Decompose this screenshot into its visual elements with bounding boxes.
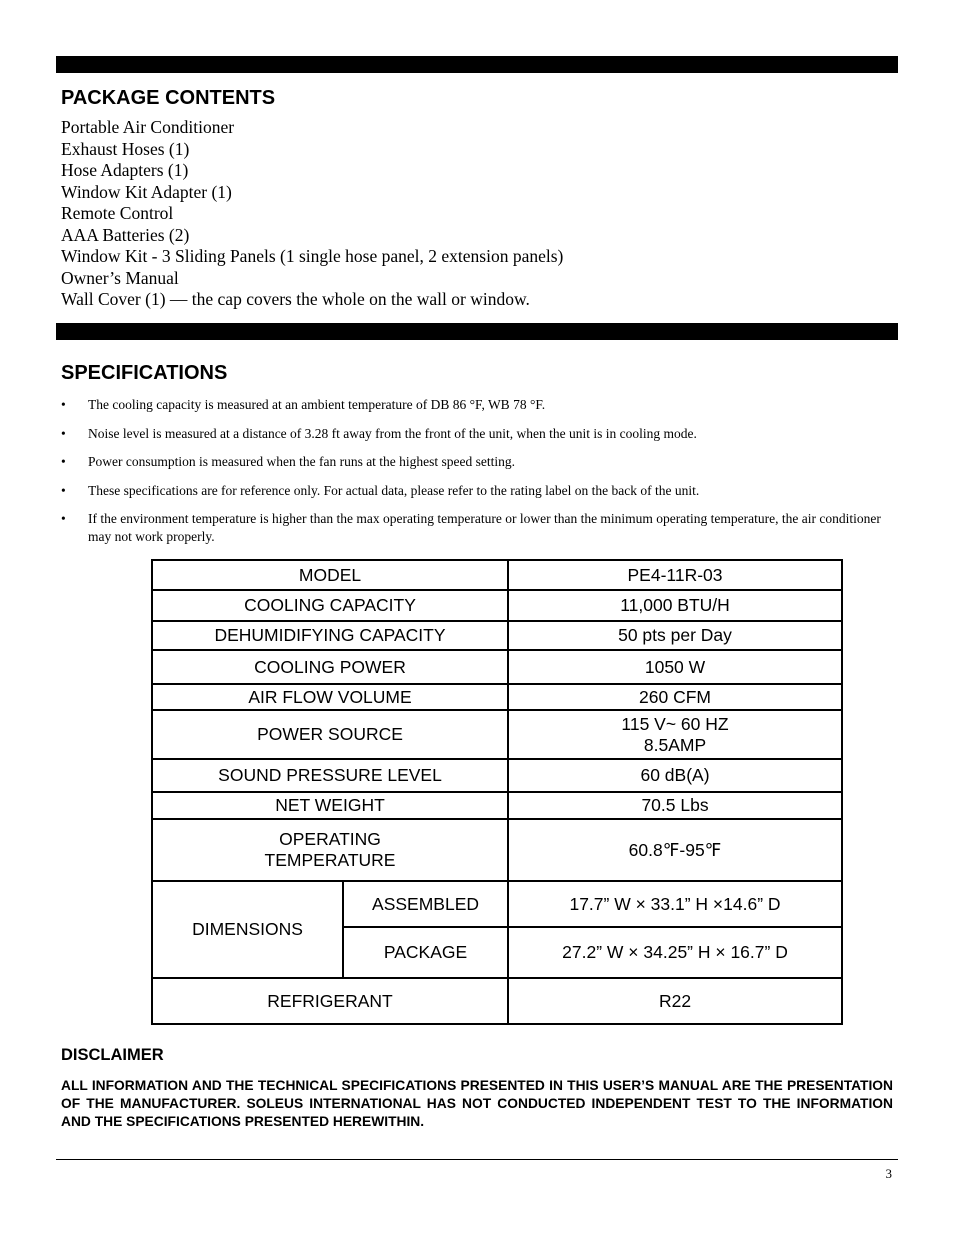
spec-value: R22 bbox=[508, 978, 842, 1024]
disclaimer-text: ALL INFORMATION AND THE TECHNICAL SPECIFICATIONS PRESENTED IN THIS USER’S MANUAL ARE THE PRESENTATION OF THE MANUFACTURER. SOLEUS INTERNATIONAL HAS NOT CONDUCTED INDEPENDENT TEST TO THE INFORMATION AND THE SPECIFICATIONS PRESENTED HEREWITHIN. bbox=[61, 1078, 893, 1129]
list-item: Hose Adapters (1) bbox=[61, 160, 189, 180]
spec-sublabel: PACKAGE bbox=[343, 927, 508, 978]
spec-value: 27.2” W × 34.25” H × 16.7” D bbox=[508, 927, 842, 978]
spec-value: 17.7” W × 33.1” H ×14.6” D bbox=[508, 881, 842, 927]
bullet-icon: • bbox=[61, 397, 66, 412]
footer-rule bbox=[56, 1159, 898, 1160]
spec-label: COOLING POWER bbox=[152, 650, 508, 684]
table-row bbox=[152, 792, 842, 819]
spec-label-line: TEMPERATURE bbox=[264, 850, 396, 870]
spec-value: 60 dB(A) bbox=[508, 759, 842, 792]
table-row bbox=[152, 978, 842, 1024]
spec-label: DIMENSIONS bbox=[152, 881, 343, 978]
spec-sublabel: ASSEMBLED bbox=[343, 881, 508, 927]
spec-label: NET WEIGHT bbox=[152, 792, 508, 819]
spec-label: COOLING CAPACITY bbox=[152, 590, 508, 621]
disclaimer-heading: DISCLAIMER bbox=[61, 1046, 164, 1064]
list-item: Window Kit Adapter (1) bbox=[61, 181, 232, 202]
list-item: Wall Cover (1) — the cap covers the whole on the wall or window. bbox=[61, 289, 530, 309]
table-row bbox=[152, 590, 842, 621]
list-item: Window Kit - 3 Sliding Panels (1 single hose panel, 2 extension panels) bbox=[61, 246, 564, 266]
list-item: • If the environment temperature is higher than the max operating temperature or lower than the minimum operating temperature, the air conditioner may not work properly. bbox=[61, 511, 881, 544]
list-item: Remote Control bbox=[61, 203, 174, 223]
spec-label bbox=[152, 819, 508, 881]
list-item: • These specifications are for reference only. For actual data, please refer to the rating label on the back of the unit. bbox=[61, 482, 700, 498]
spec-value: 260 CFM bbox=[508, 684, 842, 710]
bullet-icon: • bbox=[61, 511, 66, 526]
spec-value: 11,000 BTU/H bbox=[508, 590, 842, 621]
table-row bbox=[152, 881, 842, 927]
spec-label: REFRIGERANT bbox=[152, 978, 508, 1024]
specifications-table bbox=[151, 559, 843, 1025]
spec-label: MODEL bbox=[152, 560, 508, 590]
package-contents-list bbox=[61, 117, 563, 311]
list-item: Exhaust Hoses (1) bbox=[61, 138, 190, 159]
table-row bbox=[152, 650, 842, 684]
spec-value-line: 115 V~ 60 HZ bbox=[621, 713, 729, 734]
table-row bbox=[152, 684, 842, 710]
spec-value: 1050 W bbox=[508, 650, 842, 684]
specifications-heading: SPECIFICATIONS bbox=[61, 362, 228, 384]
spec-label-line: OPERATING bbox=[279, 829, 381, 849]
bullet-icon: • bbox=[61, 454, 66, 469]
spec-value: 50 pts per Day bbox=[508, 621, 842, 650]
spec-label: DEHUMIDIFYING CAPACITY bbox=[152, 621, 508, 650]
package-contents-heading: PACKAGE CONTENTS bbox=[61, 87, 276, 109]
table-row bbox=[152, 621, 842, 650]
section-divider-bar bbox=[56, 323, 898, 340]
bullet-icon: • bbox=[61, 482, 66, 498]
table-row bbox=[152, 759, 842, 792]
list-item: Portable Air Conditioner bbox=[61, 117, 235, 137]
spec-value: PE4-11R-03 bbox=[508, 560, 842, 590]
page-number: 3 bbox=[885, 1166, 892, 1181]
list-item: Owner’s Manual bbox=[61, 267, 179, 288]
list-item: • The cooling capacity is measured at an ambient temperature of DB 86 °F, WB 78 °F. bbox=[61, 397, 546, 412]
bullet-icon: • bbox=[61, 425, 66, 441]
table-row bbox=[152, 710, 842, 759]
spec-label: POWER SOURCE bbox=[152, 710, 508, 759]
table-row bbox=[152, 560, 842, 590]
spec-label: SOUND PRESSURE LEVEL bbox=[152, 759, 508, 792]
spec-label: AIR FLOW VOLUME bbox=[152, 684, 508, 710]
list-item: • Noise level is measured at a distance of 3.28 ft away from the front of the unit, when the unit is in cooling mode. bbox=[61, 425, 697, 441]
spec-value: 70.5 Lbs bbox=[508, 792, 842, 819]
spec-value-line: 8.5AMP bbox=[643, 734, 707, 755]
section-divider-bar bbox=[56, 56, 898, 73]
specification-notes bbox=[61, 396, 891, 557]
spec-value: 60.8℉-95℉ bbox=[508, 819, 842, 881]
list-item: AAA Batteries (2) bbox=[61, 224, 190, 245]
table-row bbox=[152, 819, 842, 881]
list-item: • Power consumption is measured when the fan runs at the highest speed setting. bbox=[61, 454, 516, 469]
spec-value bbox=[508, 710, 842, 759]
